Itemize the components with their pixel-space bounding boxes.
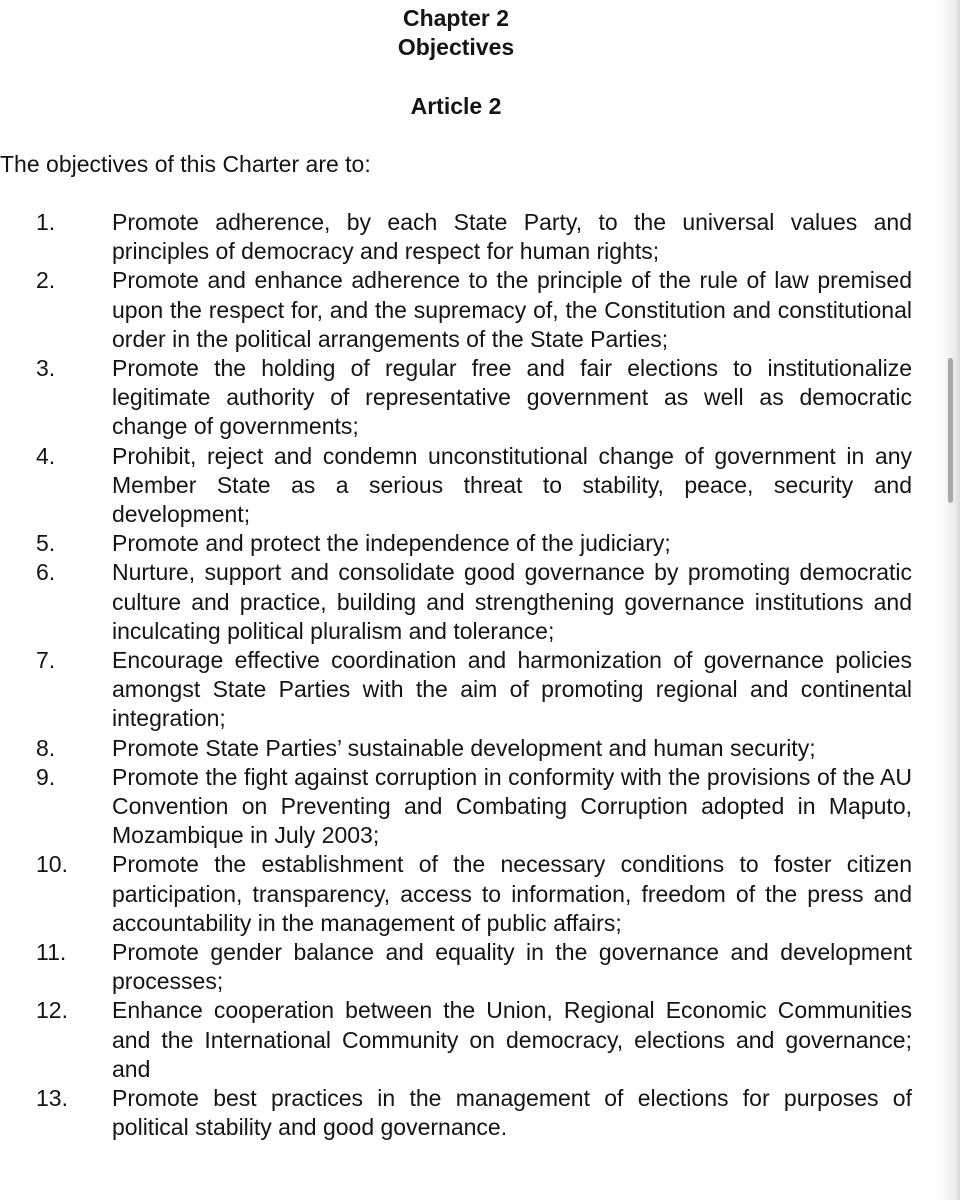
objective-item bbox=[0, 266, 912, 354]
objective-item bbox=[0, 996, 912, 1084]
objective-number: 7. bbox=[36, 647, 56, 674]
objective-number: 4. bbox=[36, 442, 56, 469]
objective-number: 6. bbox=[36, 559, 56, 586]
objective-text: Promote gender balance and equality in the governance and development processes; bbox=[112, 939, 912, 995]
objective-item bbox=[0, 850, 912, 938]
objective-number: 12. bbox=[36, 997, 68, 1024]
objective-text: Prohibit, reject and condemn unconstitutional change of government in any Member State as a serious threat to stability, peace, security and development; bbox=[112, 442, 912, 528]
objective-text: Promote and enhance adherence to the principle of the rule of law premised upon the respect for, and the supremacy of, the Constitution and constitutional order in the political arrangements of the State Parties; bbox=[112, 267, 912, 352]
objective-item bbox=[0, 354, 912, 442]
objective-item bbox=[0, 529, 912, 558]
objective-text: Enhance cooperation between the Union, Regional Economic Communities and the International Community on democracy, elections and governance; and bbox=[112, 997, 912, 1082]
intro-text: The objectives of this Charter are to: bbox=[0, 151, 371, 177]
objective-text: Promote the establishment of the necessary conditions to foster citizen participation, transparency, access to information, freedom of the press and accountability in the management of public affairs; bbox=[112, 851, 912, 936]
objective-number: 1. bbox=[36, 209, 56, 235]
objective-text: Promote best practices in the management of elections for purposes of political stability and good governance. bbox=[112, 1085, 912, 1141]
objective-text: Promote and protect the independence of the judiciary; bbox=[112, 530, 671, 557]
objective-text: Promote the fight against corruption in conformity with the provisions of the AU Convention on Preventing and Combating Corruption adopted in Maputo, Mozambique in July 2003; bbox=[112, 763, 912, 849]
objective-number: 5. bbox=[36, 530, 56, 557]
objective-number: 10. bbox=[36, 851, 68, 878]
objective-number: 13. bbox=[36, 1085, 68, 1112]
objective-item bbox=[0, 763, 912, 851]
objective-text: Promote the holding of regular free and fair elections to institutionalize legitimate authority of representative government as well as democratic change of governments; bbox=[112, 355, 912, 440]
objective-item bbox=[0, 646, 912, 734]
chapter-heading: Chapter 2 bbox=[402, 5, 510, 31]
objective-item bbox=[0, 208, 912, 266]
objective-number: 8. bbox=[36, 734, 56, 761]
scrollbar-thumb[interactable] bbox=[948, 358, 953, 503]
objective-item bbox=[0, 442, 912, 530]
section-heading: Objectives bbox=[397, 34, 515, 60]
objective-number: 11. bbox=[36, 939, 67, 966]
article-heading: Article 2 bbox=[410, 93, 502, 119]
objective-text: Promote adherence, by each State Party, to the universal values and principles of democracy and respect for human rights; bbox=[112, 209, 912, 265]
page-edge-shadow bbox=[938, 0, 960, 1200]
objective-number: 9. bbox=[36, 763, 56, 790]
objective-text: Encourage effective coordination and harmonization of governance policies amongst State Parties with the aim of promoting regional and continental integration; bbox=[112, 647, 912, 732]
objective-item bbox=[0, 1084, 912, 1142]
objective-text: Promote State Parties’ sustainable development and human security; bbox=[112, 734, 816, 761]
objective-number: 2. bbox=[36, 267, 56, 294]
objective-item bbox=[0, 558, 912, 646]
objectives-list bbox=[0, 208, 912, 1143]
objective-item bbox=[0, 734, 912, 763]
objective-text: Nurture, support and consolidate good governance by promoting democratic culture and practice, building and strengthening governance institutions and inculcating political pluralism and tolerance; bbox=[112, 559, 912, 644]
objective-item bbox=[0, 938, 912, 996]
objective-number: 3. bbox=[36, 355, 56, 382]
